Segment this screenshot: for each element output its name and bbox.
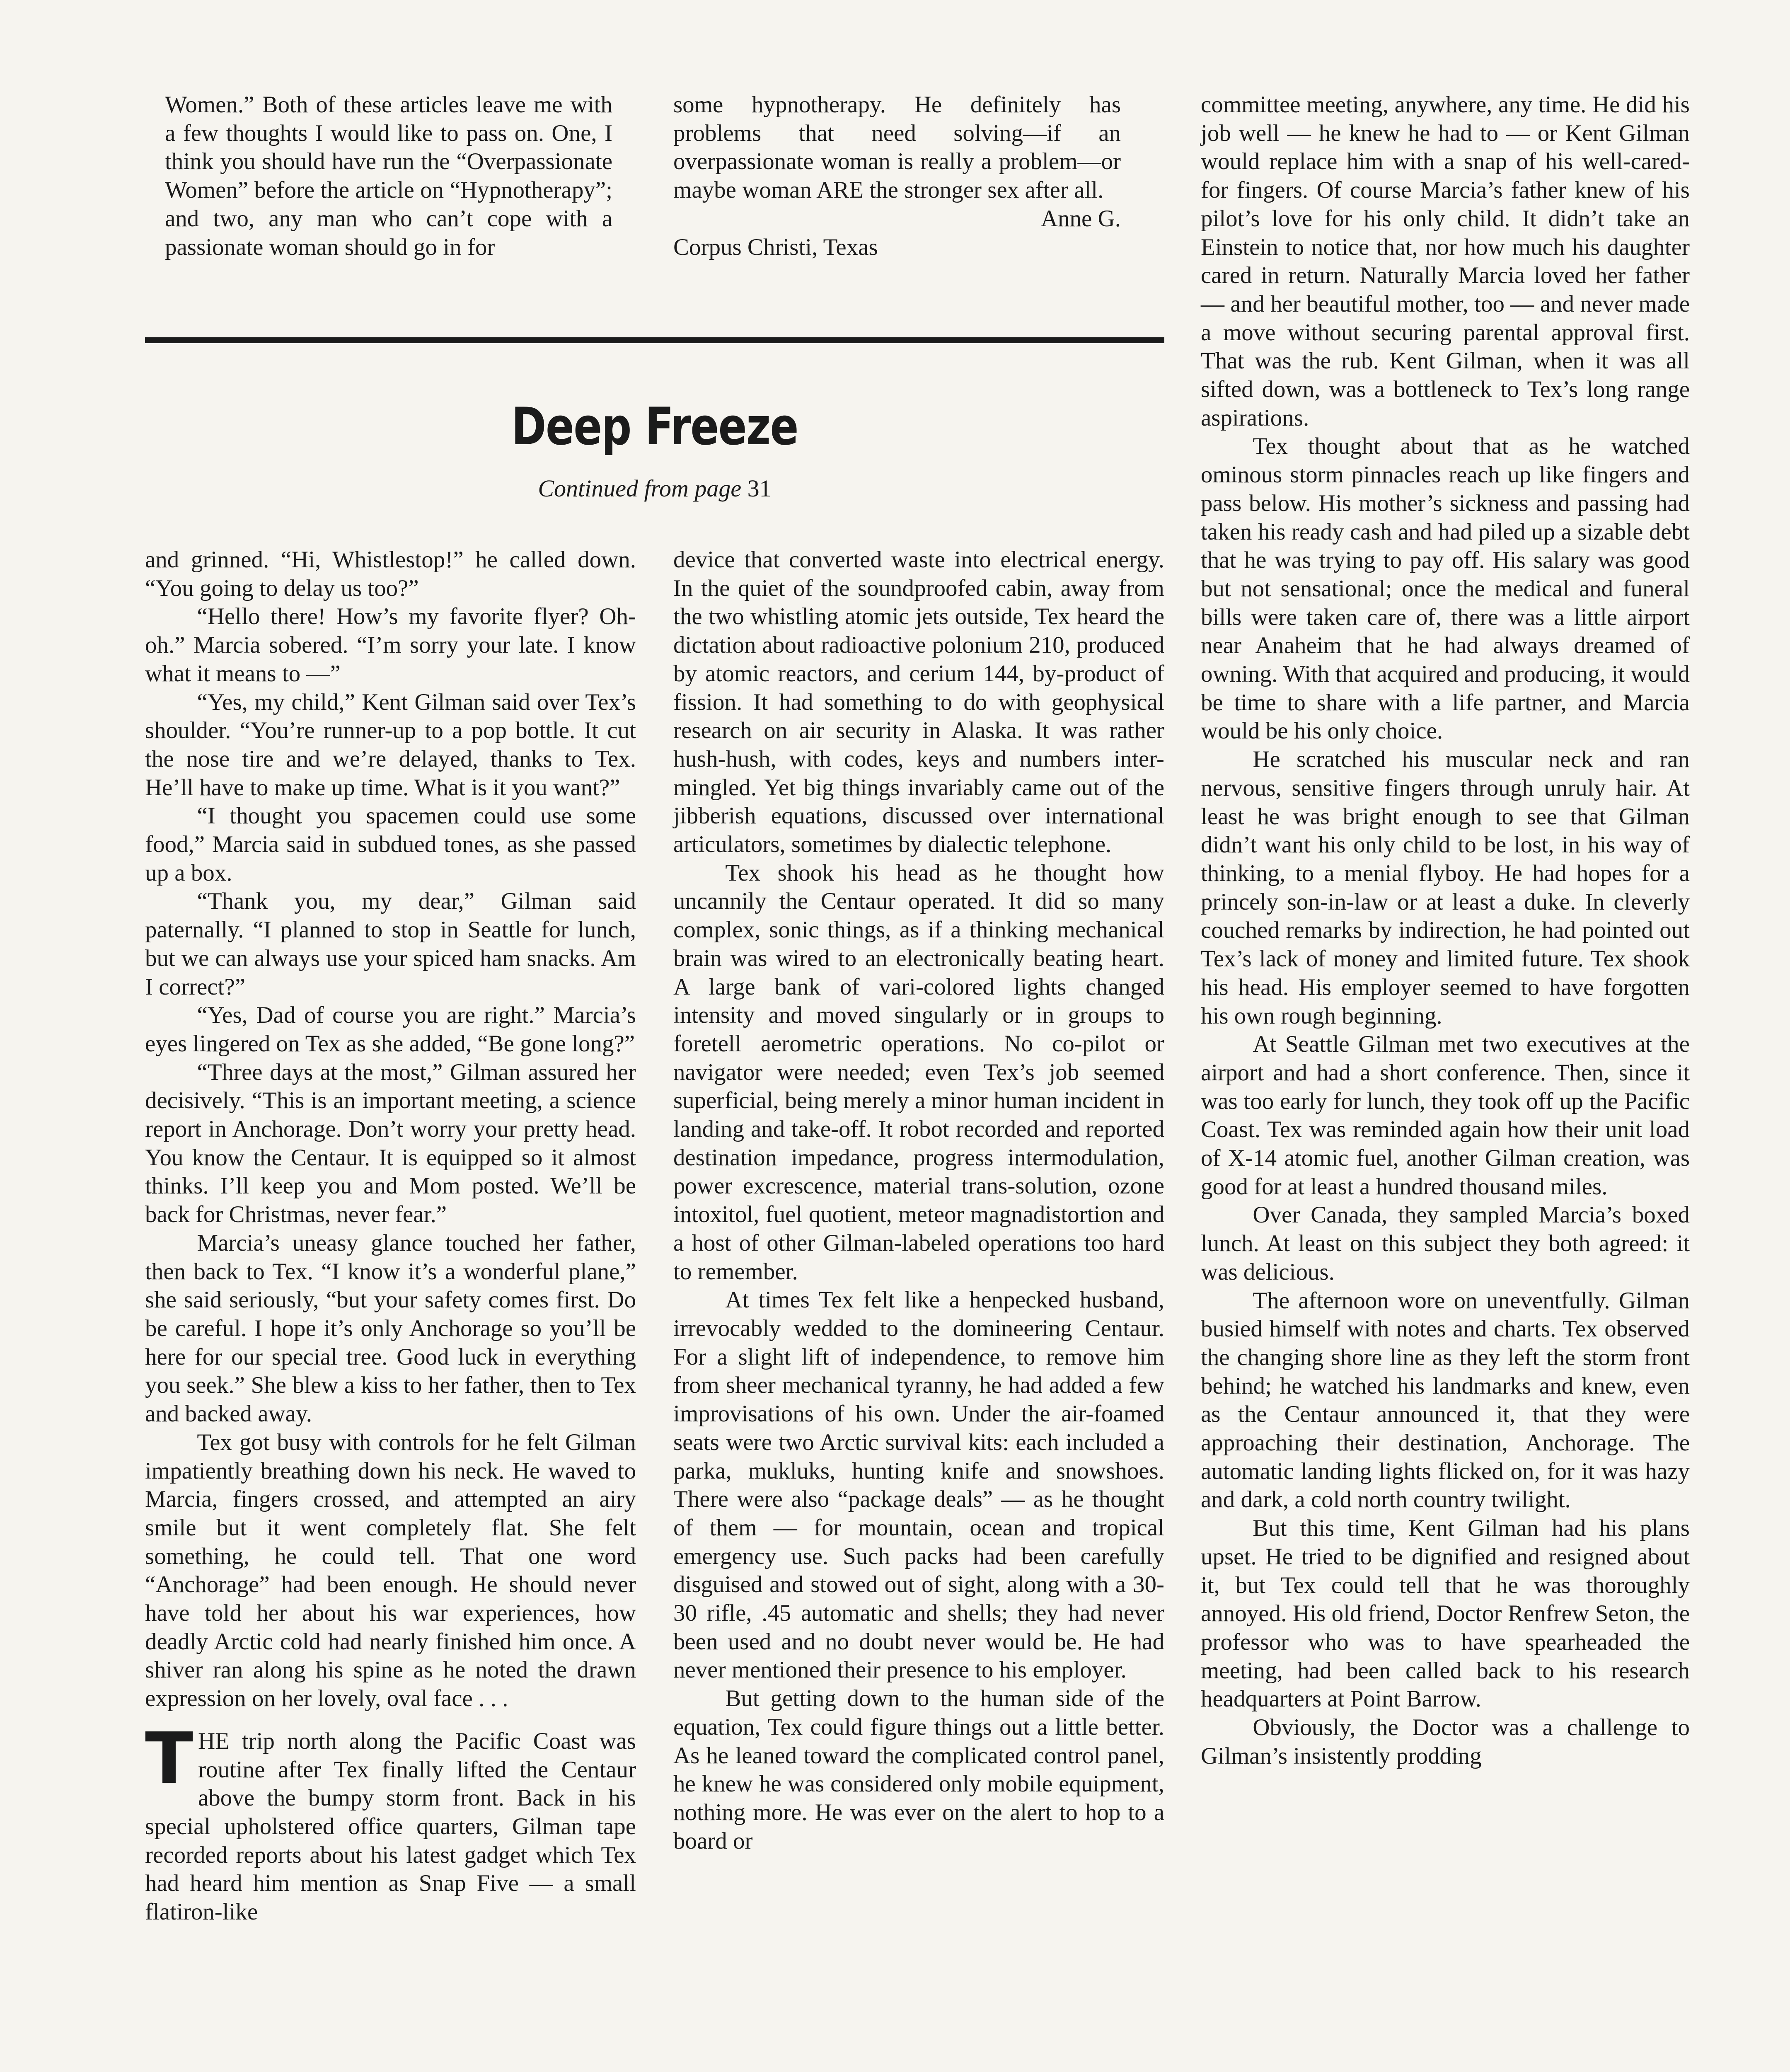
paragraph: He scratched his muscular neck and ran nervous, sensitive fingers through unruly hair. At least he was bright enough to see that Gilman didn’t want his only child to be lost, in his way of thinking, to a menial flyboy. He had hopes for a princely son-in-law or at least a duke. In cleverly couched remarks by indirection, he had pointed out Tex’s lack of money and limited future. Tex shook his head. His employer seemed to have forgotten his own rough beginning. xyxy=(1201,746,1690,1029)
story-column-1 xyxy=(145,546,636,1927)
paragraph: At Seattle Gilman met two executives at the airport and had a short conference. Then, since it was too early for lunch, they took off up the Pacific Coast. Tex was reminded again how their unit load of X-14 atomic fuel, another Gilman creation, was good for at least a hundred thousand miles. xyxy=(1201,1031,1690,1200)
paragraph: and grinned. “Hi, Whistlestop!” he called down. “You going to delay us too?” xyxy=(145,547,636,601)
paragraph: “Three days at the most,” Gilman assured her decisively. “This is an important meeting, a science report in Anchorage. Don’t worry your pretty head. You know the Centaur. It is equipped so it almost thinks. I’ll keep you and Mom posted. We’ll be back for Christmas, never fear.” xyxy=(145,1059,636,1228)
paragraph: “Yes, my child,” Kent Gilman said over Tex’s shoulder. “You’re runner-up to a pop bottle. It cut the nose tire and we’re delayed, thanks to Tex. He’ll have to make up time. What is it you want?” xyxy=(145,689,636,801)
paragraph: The afternoon wore on uneventfully. Gilman busied himself with notes and charts. Tex observed the changing shore line as they left the storm front behind; he watched his landmarks and knew, even as the Centaur announced it, that they were approaching their destination, Anchorage. The automatic landing lights flicked on, for it was hazy and dark, a cold north country twilight. xyxy=(1201,1287,1690,1513)
paragraph: “Yes, Dad of course you are right.” Marcia’s eyes lingered on Tex as she added, “Be gone long?” xyxy=(145,1002,636,1057)
continued-note xyxy=(145,475,1164,502)
story-column-3 xyxy=(1201,91,1690,1770)
paragraph: Tex shook his head as he thought how uncannily the Centaur operated. It did so many complex, sonic things, as if a thinking mechanical brain was wired to an electronically beating heart. A large bank of vari-colored lights changed intensity and moved singularly or in groups to foretell aerometric operations. No co-pilot or navigator were needed; even Tex’s job seemed superficial, being merely a minor human incident in landing and take-off. It robot recorded and reported destination impedance, progress intermodulation, power excrescence, material trans-solution, ozone intoxitol, fuel quotient, meteor magnadistortion and a host of other Gilman-labeled operations too hard to remember. xyxy=(673,859,1164,1285)
paragraph: But this time, Kent Gilman had his plans upset. He tried to be dignified and resigned about it, but Tex could tell that he was thoroughly annoyed. His old friend, Doctor Renfrew Seton, the professor who was to have spearheaded the meeting, had been called back to his research headquarters at Point Barrow. xyxy=(1201,1515,1690,1712)
letter-text-1: Women.” Both of these articles leave me with a few thoughts I would like to pass on. One, I think you should have run the “Overpassionate Women” before the article on “Hypnotherapy”; and two, any man who can’t cope with a passionate woman should go in for xyxy=(165,92,612,260)
paragraph: committee meeting, anywhere, any time. He did his job well — he knew he had to — or Kent Gilman would replace him with a snap of his well-cared-for fingers. Of course Marcia’s father knew of his pilot’s love for his only child. It didn’t take an Einstein to notice that, nor how much his daughter cared in return. Naturally Marcia loved her father — and her beautiful mother, too — and never made a move without securing parental approval first. That was the rub. Kent Gilman, when it was all sifted down, was a bottleneck to Tex’s long range aspirations. xyxy=(1201,92,1690,431)
letter-signature: Anne G. xyxy=(1040,205,1121,232)
paragraph: Tex got busy with controls for he felt Gilman impatiently breathing down his neck. He waved to Marcia, fingers crossed, and attempted an airy smile but it went completely flat. She felt something, he could tell. That one word “Anchorage” had been enough. He should never have told her about his war experiences, how deadly Arctic cold had nearly finished him once. A shiver ran along his spine as he noted the drawn expression on her lovely, oval face . . . xyxy=(145,1429,636,1712)
story-title: Deep Freeze xyxy=(511,397,798,457)
paragraph: Over Canada, they sampled Marcia’s boxed lunch. At least on this subject they both agreed: it was delicious. xyxy=(1201,1202,1690,1285)
letter-location: Corpus Christi, Texas xyxy=(673,234,878,260)
letter-column-1 xyxy=(165,91,612,261)
paragraph: “Thank you, my dear,” Gilman said paternally. “I planned to stop in Seattle for lunch, but we can always use your spiced ham snacks. Am I correct?” xyxy=(145,888,636,1000)
story-column-2 xyxy=(673,546,1164,1855)
paragraph: device that converted waste into electrical energy. In the quiet of the soundproofed cabin, away from the two whistling atomic jets outside, Tex heard the dictation about radioactive polonium 210, produced by atomic reactors, and cerium 144, by-product of fission. It had something to do with geophysical research on air security in Alaska. It was rather hush-hush, with codes, keys and numbers inter-mingled. Yet big things invariably came out of the jibberish equations, discussed over international articulators, sometimes by dialectic telephone. xyxy=(673,547,1164,858)
continued-label: Continued from page xyxy=(538,475,742,502)
letter-text-2: some hypnotherapy. He definitely has problems that need solving—if an overpassionate woman is really a problem—or maybe woman ARE the stronger sex after all. xyxy=(673,92,1121,203)
continued-page: 31 xyxy=(747,475,772,502)
drop-cap: T xyxy=(145,1717,193,1800)
paragraph: “Hello there! How’s my favorite flyer? Oh-oh.” Marcia sobered. “I’m sorry your late. I know what it means to —” xyxy=(145,603,636,687)
section-divider xyxy=(145,337,1164,343)
section-opening-text: HE trip north along the Pacific Coast was routine after Tex finally lifted the Centaur above the bumpy storm front. Back in his special upholstered office quarters, Gilman tape recorded reports about his latest gadget which Tex had heard him mention as Snap Five — a small flatiron-like xyxy=(145,1728,636,1925)
letter-column-2 xyxy=(673,91,1121,261)
paragraph: But getting down to the human side of the equation, Tex could figure things out a little better. As he leaned toward the complicated control panel, he knew he was considered only mobile equipment, nothing more. He was ever on the alert to hop to a board or xyxy=(673,1685,1164,1854)
paragraph: Marcia’s uneasy glance touched her father, then back to Tex. “I know it’s a wonderful plane,” she said seriously, “but your safety comes first. Do be careful. I hope it’s only Anchorage so you’ll be here for our special tree. Good luck in everything you seek.” She blew a kiss to her father, then to Tex and backed away. xyxy=(145,1230,636,1427)
paragraph: Tex thought about that as he watched ominous storm pinnacles reach up like fingers and pass below. His mother’s sickness and passing had taken his ready cash and had piled up a sizable debt that he was trying to pay off. His salary was good but not sensational; once the medical and funeral bills were taken care of, there was a little airport near Anaheim that he had always dreamed of owning. With that acquired and producing, it would be time to share with a life partner, and Marcia would be his only choice. xyxy=(1201,433,1690,744)
paragraph: At times Tex felt like a henpecked husband, irrevocably wedded to the domineering Centaur. For a slight lift of independence, to remove him from sheer mechanical tyranny, he had added a few improvisations of his own. Under the air-foamed seats were two Arctic survival kits: each included a parka, mukluks, hunting knife and snowshoes. There were also “package deals” — as he thought of them — for mountain, ocean and tropical emergency use. Such packs had been carefully disguised and stowed out of sight, along with a 30-30 rifle, .45 automatic and shells; they had never been used and no doubt never would be. He had never mentioned their presence to his employer. xyxy=(673,1287,1164,1683)
section-opening xyxy=(145,1717,636,1927)
paragraph: “I thought you spacemen could use some food,” Marcia said in subdued tones, as she passed up a box. xyxy=(145,803,636,886)
paragraph: Obviously, the Doctor was a challenge to Gilman’s insistently prodding xyxy=(1201,1714,1690,1769)
